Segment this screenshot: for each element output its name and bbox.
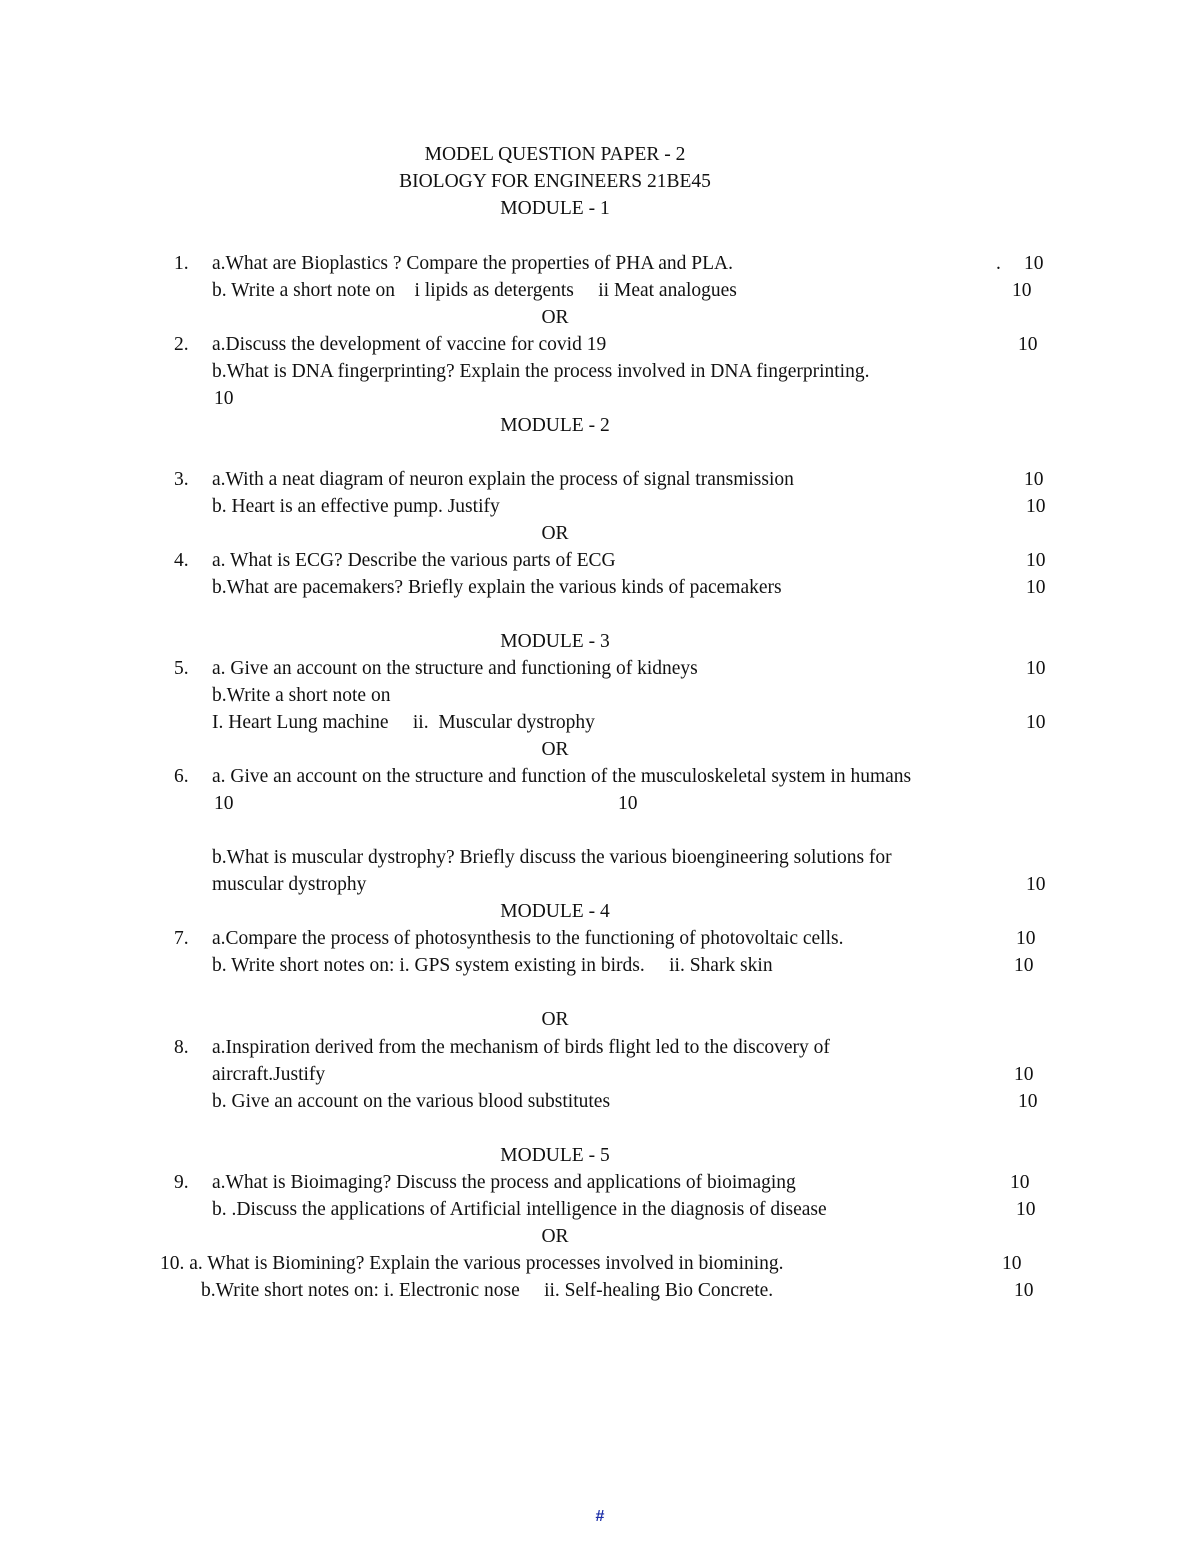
or-divider-1: OR [541, 307, 569, 328]
module-heading-2: MODULE - 2 [500, 415, 610, 436]
question-5b-parts: I. Heart Lung machine ii. Muscular dystrophy [212, 712, 595, 733]
question-4a-marks: 10 [1026, 550, 1046, 571]
question-number-3: 3. [174, 469, 189, 490]
or-divider-3: OR [541, 739, 569, 760]
question-6b-marks: 10 [1026, 874, 1046, 895]
question-10a: 10. a. What is Biomining? Explain the various processes involved in biomining. [160, 1253, 784, 1274]
question-5b: b.Write a short note on [212, 685, 391, 706]
question-10a-marks: 10 [1002, 1253, 1022, 1274]
question-number-7: 7. [174, 928, 189, 949]
question-7a-marks: 10 [1016, 928, 1036, 949]
question-9a-marks: 10 [1010, 1172, 1030, 1193]
question-number-5: 5. [174, 658, 189, 679]
module-heading-3: MODULE - 3 [500, 631, 610, 652]
question-4b-marks: 10 [1026, 577, 1046, 598]
question-8a-continued: aircraft.Justify [212, 1064, 326, 1085]
question-3b: b. Heart is an effective pump. Justify [212, 496, 500, 517]
question-9a: a.What is Bioimaging? Discuss the process and applications of bioimaging [212, 1172, 796, 1193]
question-3b-marks: 10 [1026, 496, 1046, 517]
question-9b: b. .Discuss the applications of Artificial intelligence in the diagnosis of disease [212, 1199, 827, 1220]
question-2a-marks: 10 [1018, 334, 1038, 355]
question-1a-marks: 10 [1024, 253, 1044, 274]
question-6b: b.What is muscular dystrophy? Briefly discuss the various bioengineering solutions for [212, 847, 892, 868]
question-8b-marks: 10 [1018, 1091, 1038, 1112]
question-6a: a. Give an account on the structure and function of the musculoskeletal system in humans [212, 766, 912, 787]
question-9b-marks: 10 [1016, 1199, 1036, 1220]
question-10b: b.Write short notes on: i. Electronic nose ii. Self-healing Bio Concrete. [201, 1280, 774, 1301]
question-6a-marks-2: 10 [618, 793, 638, 814]
question-8a-marks: 10 [1014, 1064, 1034, 1085]
question-7b: b. Write short notes on: i. GPS system existing in birds. ii. Shark skin [212, 955, 773, 976]
question-8a: a.Inspiration derived from the mechanism of birds flight led to the discovery of [212, 1037, 830, 1058]
module-heading-5: MODULE - 5 [500, 1145, 610, 1166]
question-1b: b. Write a short note on i lipids as detergents ii Meat analogues [212, 280, 737, 301]
question-8b: b. Give an account on the various blood substitutes [212, 1091, 611, 1112]
question-2b: b.What is DNA fingerprinting? Explain the process involved in DNA fingerprinting. [212, 361, 870, 382]
question-2a: a.Discuss the development of vaccine for covid 19 [212, 334, 607, 355]
question-4a: a. What is ECG? Describe the various parts of ECG [212, 550, 616, 571]
question-number-1: 1. [174, 253, 189, 274]
question-1a-dot: . [996, 253, 1001, 274]
question-1b-marks: 10 [1012, 280, 1032, 301]
question-7a: a.Compare the process of photosynthesis to the functioning of photovoltaic cells. [212, 928, 844, 949]
question-number-9: 9. [174, 1172, 189, 1193]
question-5a-marks: 10 [1026, 658, 1046, 679]
question-number-8: 8. [174, 1037, 189, 1058]
question-5a: a. Give an account on the structure and functioning of kidneys [212, 658, 698, 679]
paper-title: MODEL QUESTION PAPER - 2 [424, 144, 686, 165]
question-10b-marks: 10 [1014, 1280, 1034, 1301]
course-title: BIOLOGY FOR ENGINEERS 21BE45 [399, 171, 711, 192]
question-number-4: 4. [174, 550, 189, 571]
question-number-6: 6. [174, 766, 189, 787]
question-3a-marks: 10 [1024, 469, 1044, 490]
page-marker: # [595, 1508, 605, 1525]
question-7b-marks: 10 [1014, 955, 1034, 976]
or-divider-5: OR [541, 1226, 569, 1247]
question-5b-marks: 10 [1026, 712, 1046, 733]
question-6a-marks-1: 10 [214, 793, 234, 814]
or-divider-4: OR [541, 1009, 569, 1030]
question-2b-marks: 10 [214, 388, 234, 409]
module-heading-4: MODULE - 4 [500, 901, 610, 922]
module-heading-1: MODULE - 1 [500, 198, 610, 219]
question-3a: a.With a neat diagram of neuron explain the process of signal transmission [212, 469, 794, 490]
question-4b: b.What are pacemakers? Briefly explain the various kinds of pacemakers [212, 577, 782, 598]
question-1a: a.What are Bioplastics ? Compare the properties of PHA and PLA. [212, 253, 733, 274]
question-6b-continued: muscular dystrophy [212, 874, 367, 895]
question-number-2: 2. [174, 334, 189, 355]
or-divider-2: OR [541, 523, 569, 544]
